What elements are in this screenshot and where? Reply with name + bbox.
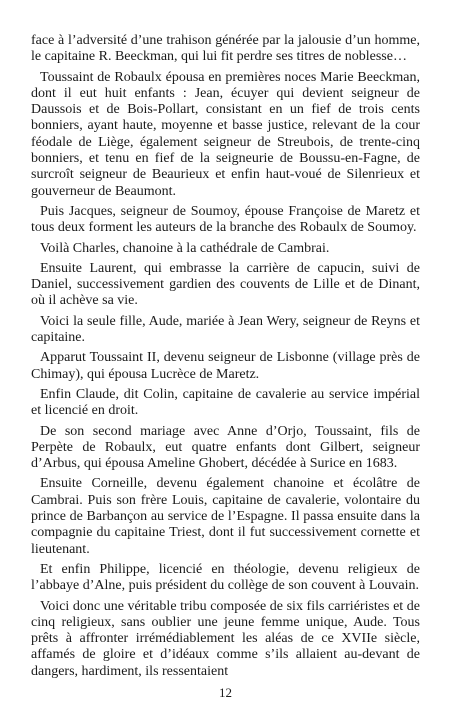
paragraph: Apparut Toussaint II, devenu seigneur de Lisbonne (village près de Chimay), qui épousa Lucrèce de Maretz. bbox=[31, 350, 420, 382]
paragraph: Toussaint de Robaulx épousa en premières noces Marie Beeckman, dont il eut huit enfants : Jean, écuyer qui devient seigneur de Daussois et de Bois-Pollart, consistant en un fief de trois cents bonniers, ayant haute, moyenne et basse justice, relevant de la cour féodale de Liège, également seigneur de Streubois, de trente-cinq bonniers, et tenu en fief de la seigneurie de Boussu-en-Fagne, de surcroît seigneur de Beaurieux et enfin haut-voué de Silenrieux et gouverneur de Beaumont. bbox=[31, 69, 420, 199]
paragraph: Et enfin Philippe, licencié en théologie, devenu religieux de l’abbaye d’Alne, puis président du collège de son couvent à Louvain. bbox=[31, 561, 420, 594]
book-page bbox=[31, 33, 420, 713]
page-number: 12 bbox=[219, 685, 232, 700]
paragraph: Enfin Claude, dit Colin, capitaine de cavalerie au service impérial et licencié en droit. bbox=[31, 386, 420, 419]
paragraph: Ensuite Corneille, devenu également chanoine et écolâtre de Cambrai. Puis son frère Louis, capitaine de cavalerie, volontaire du prince de Barbançon au service de l’Espagne. Il passa ensuite dans la compagnie du capitaine Triest, dont il fut successivement cornette et lieutenant. bbox=[31, 476, 420, 557]
paragraph: Ensuite Laurent, qui embrasse la carrière de capucin, suivi de Daniel, successivement gardien des couvents de Lille et de Dinant, où il achève sa vie. bbox=[31, 260, 420, 309]
body-text bbox=[31, 33, 420, 680]
paragraph: Voilà Charles, chanoine à la cathédrale de Cambrai. bbox=[40, 240, 330, 256]
paragraph: De son second mariage avec Anne d’Orjo, Toussaint, fils de Perpète de Robaulx, eut quatre enfants dont Gilbert, seigneur d’Arbus, qui épousa Ameline Ghobert, décédée à Surice en 1683. bbox=[31, 423, 420, 472]
paragraph: face à l’adversité d’une trahison générée par la jalousie d’un homme, le capitaine R. Beeckman, qui lui fit perdre ses titres de noblesse… bbox=[31, 33, 420, 65]
paragraph: Voici la seule fille, Aude, mariée à Jean Wery, seigneur de Reyns et capitaine. bbox=[31, 313, 420, 346]
paragraph: Puis Jacques, seigneur de Soumoy, épouse Françoise de Maretz et tous deux forment les auteurs de la branche des Robaulx de Soumoy. bbox=[31, 203, 420, 236]
paragraph: Voici donc une véritable tribu composée de six fils carriéristes et de cinq religieux, sans oublier une jeune femme unique, Aude. Tous prêts à affronter irrémédiablement les aléas de ce XVIIe siècle, affamés de gloire et d’idéaux comme s’ils allaient au-devant de dangers, hardiment, ils ressentaient bbox=[31, 598, 420, 679]
